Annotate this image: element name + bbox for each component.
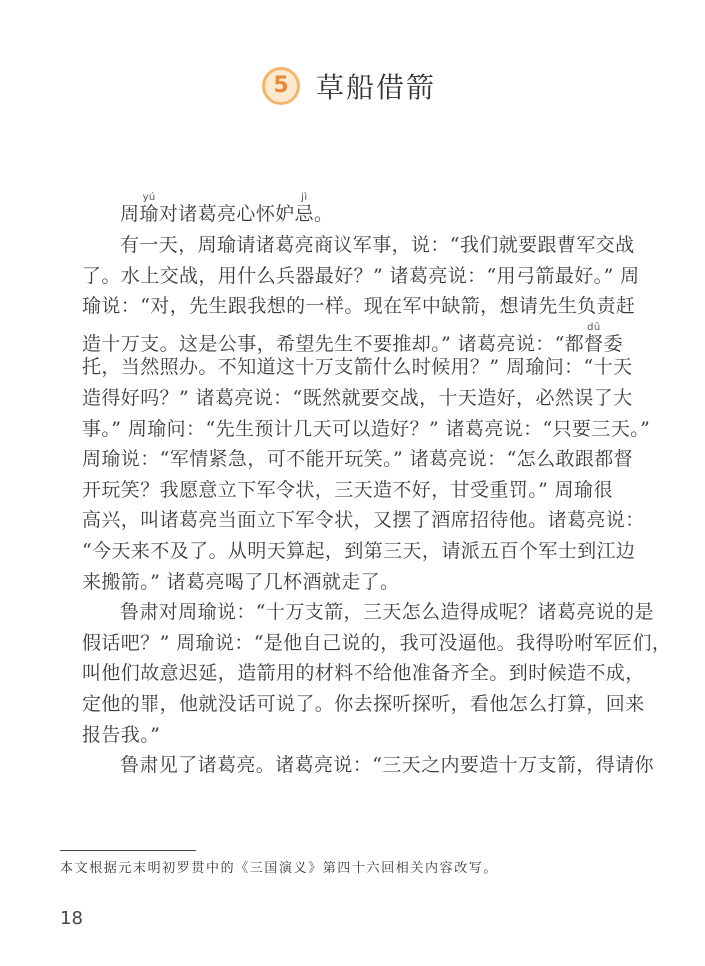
paragraph-line: 定他的罪，他就没话可说了。你去探听探听，看他怎么打算，回来 xyxy=(82,692,645,715)
paragraph-line: 鲁肃见了诸葛亮。诸葛亮说：“三天之内要造十万支箭，得请你 xyxy=(120,754,654,777)
pinyin-annotated-char: 督dū xyxy=(584,321,604,355)
paragraph-line: 周瑜说：“军情紧急，可不能开玩笑。” 诸葛亮说：“怎么敢跟都督 xyxy=(82,448,634,471)
footnote-divider xyxy=(60,850,196,851)
paragraph-line: 了。水上交战，用什么兵器最好？” 诸葛亮说：“用弓箭最好。” 周 xyxy=(82,264,640,287)
paragraph-line: 鲁肃对周瑜说：“十万支箭，三天怎么造得成呢？诸葛亮说的是 xyxy=(120,601,654,624)
lesson-number-badge xyxy=(262,67,300,105)
paragraph-line xyxy=(82,192,628,230)
paragraph-line: 托，当然照办。不知道这十万支箭什么时候用？” 周瑜问：“十天 xyxy=(82,356,633,379)
text-span: 委 xyxy=(603,332,623,355)
paragraph-line: 假话吧？” 周瑜说：“是他自己说的，我可没逼他。我得吩咐军匠们， xyxy=(82,631,672,654)
pinyin-annotated-char: 忌jì xyxy=(294,192,315,225)
paragraph-line: 瑜说：“对，先生跟我想的一样。现在军中缺箭，想请先生负责赶 xyxy=(82,295,636,318)
paragraph-line: 造得好吗？” 诸葛亮说：“既然就要交战，十天造好，必然误了大 xyxy=(82,386,633,409)
paragraph-line: 有一天，周瑜请诸葛亮商议军事，说：“我们就要跟曹军交战 xyxy=(120,234,635,256)
pinyin-annotated-char: 瑜yú xyxy=(139,192,159,225)
paragraph-line: 开玩笑？我愿意立下军令状，三天造不好，甘受重罚。” 周瑜很 xyxy=(82,478,613,501)
paragraph-line xyxy=(82,322,628,353)
text-span: 周 xyxy=(120,203,140,225)
lesson-header xyxy=(262,66,436,106)
paragraph-line: 叫他们故意迟延，造箭用的材料不给他准备齐全。到时候造不成， xyxy=(82,662,645,685)
page-number: 18 xyxy=(60,908,83,929)
lesson-body xyxy=(82,192,672,781)
paragraph-line: 来搬箭。” 诸葛亮喝了几杯酒就走了。 xyxy=(82,570,400,593)
text-span: 造十万支。这是公事，希望先生不要推却。” 诸葛亮说：“都 xyxy=(82,332,585,355)
text-span: 。 xyxy=(314,203,334,225)
footnote: 本文根据元末明初罗贯中的《三国演义》第四十六回相关内容改写。 xyxy=(60,861,499,876)
paragraph-line: 事。” 周瑜问：“先生预计几天可以造好？” 诸葛亮说：“只要三天。” xyxy=(82,417,651,440)
paragraph-line: 报告我。” xyxy=(82,723,161,746)
paragraph-line: 高兴，叫诸葛亮当面立下军令状，又摆了酒席招待他。诸葛亮说： xyxy=(82,509,645,532)
lesson-title: 草船借箭 xyxy=(316,71,437,104)
text-span: 对诸葛亮心怀妒 xyxy=(158,203,295,225)
paragraph-line: “今天来不及了。从明天算起，到第三天，请派五百个军士到江边 xyxy=(82,539,636,562)
lesson-number: 5 xyxy=(273,73,289,98)
